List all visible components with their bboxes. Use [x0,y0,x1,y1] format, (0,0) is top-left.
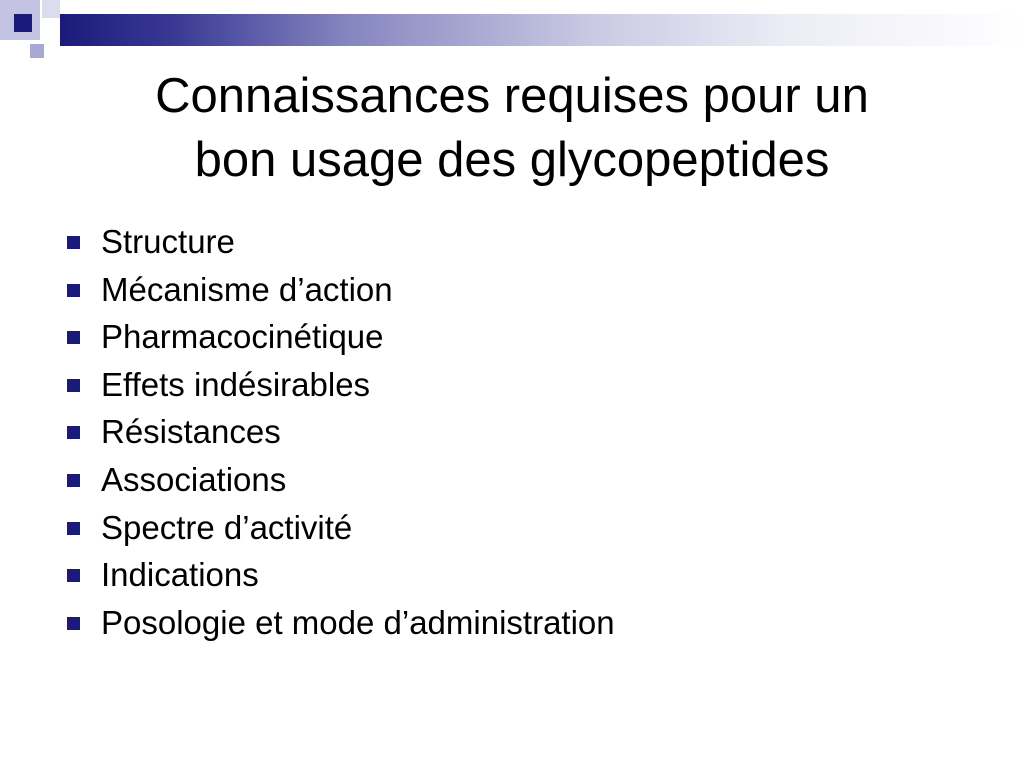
list-item [64,218,615,266]
square-bullet-icon [67,331,80,344]
list-item-text: Pharmacocinétique [101,318,384,356]
square-bullet-icon [67,617,80,630]
square-bullet-icon [67,284,80,297]
list-item [64,504,615,552]
slide-title [60,64,964,192]
square-bullet-icon [67,474,80,487]
corner-square-light [42,0,60,18]
list-item-text: Spectre d’activité [101,508,353,546]
list-item [64,361,615,409]
list-item [64,599,615,647]
header-gradient-band [60,14,1024,46]
list-item-text: Effets indésirables [101,365,371,403]
list-item-text: Associations [101,460,287,498]
square-bullet-icon [67,569,80,582]
corner-square-navy [14,14,32,32]
bullet-list [64,218,615,646]
list-item [64,456,615,504]
slide-title-line-1: Connaissances requises pour un [155,69,869,123]
square-bullet-icon [67,379,80,392]
corner-square-small-lavender [30,44,44,58]
square-bullet-icon [67,426,80,439]
slide-title-line-2: bon usage des glycopeptides [194,133,830,187]
list-item [64,266,615,314]
square-bullet-icon [67,236,80,249]
list-item [64,551,615,599]
list-item [64,408,615,456]
list-item-text: Structure [101,223,235,260]
list-item-text: Indications [101,556,259,594]
square-bullet-icon [67,522,80,535]
list-item-text: Mécanisme d’action [101,270,393,308]
list-item-text: Posologie et mode d’administration [101,603,615,641]
corner-square-white [44,30,56,42]
list-item-text: Résistances [101,413,281,451]
list-item [64,313,615,361]
